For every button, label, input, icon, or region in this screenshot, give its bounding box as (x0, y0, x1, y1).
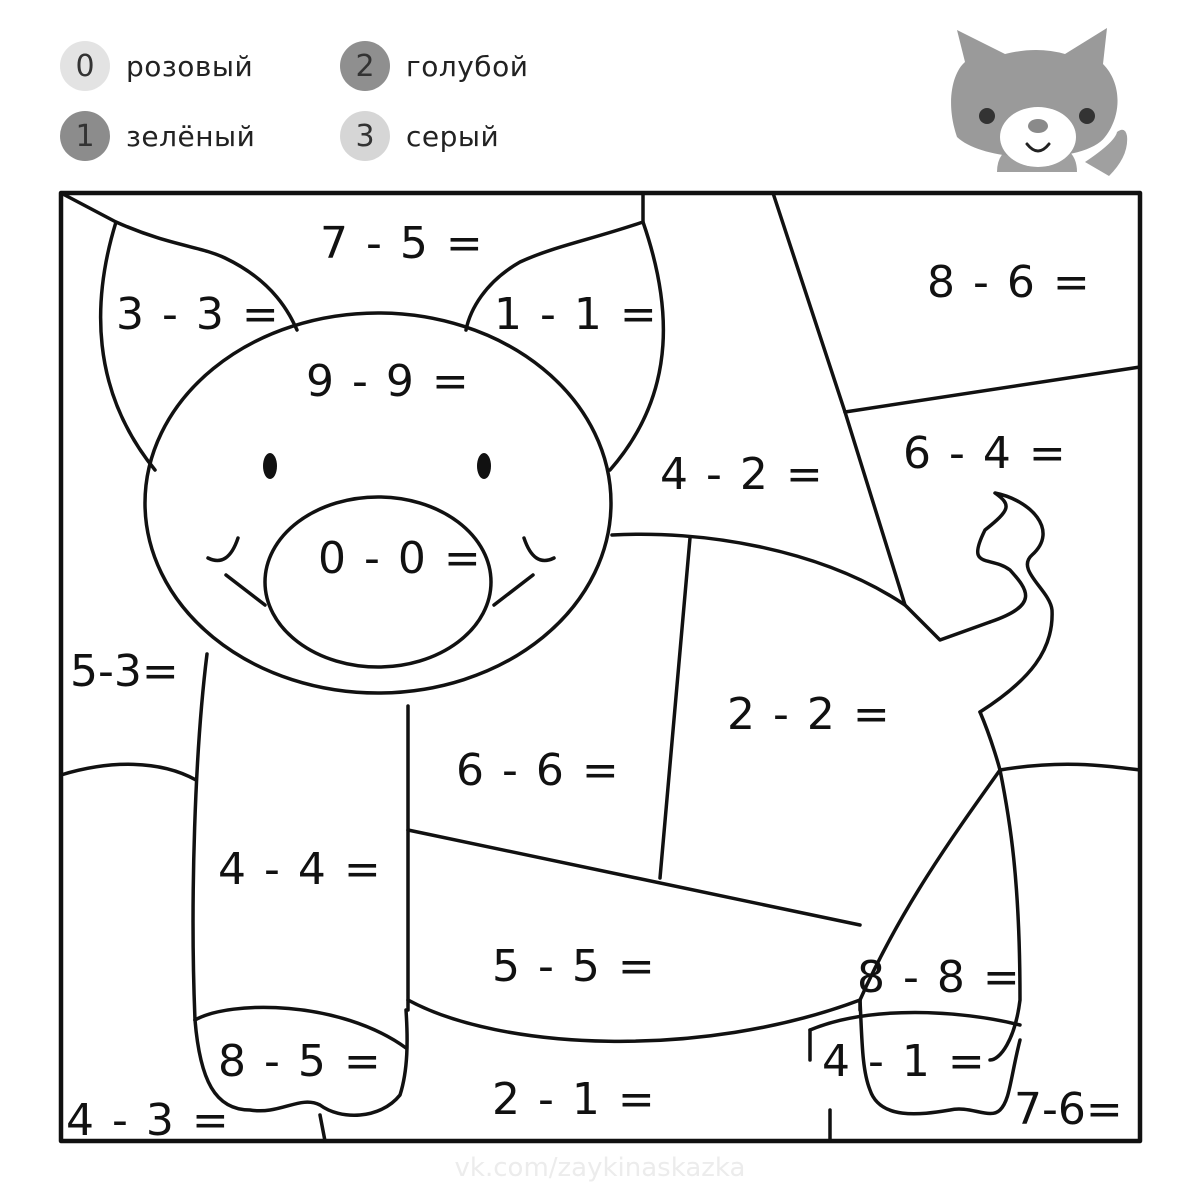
legend-label-2: голубой (406, 49, 529, 83)
equation-snout: 0 - 0 = (318, 533, 483, 584)
equation-back-hoof: 4 - 1 = (822, 1036, 987, 1087)
legend-badge-0: 0 (60, 41, 110, 91)
equation-back-leg: 8 - 8 = (857, 952, 1022, 1003)
equation-neck-right: 4 - 2 = (660, 449, 825, 500)
legend-label-1: зелёный (126, 119, 256, 153)
equation-ear-left: 3 - 3 = (116, 289, 281, 340)
equation-left-side: 5-3= (70, 646, 179, 697)
equation-ground-right: 7-6= (1014, 1084, 1123, 1135)
left-eye (263, 453, 277, 479)
equation-head: 9 - 9 = (306, 356, 471, 407)
equation-front-leg: 4 - 4 = (218, 844, 383, 895)
legend-badge-1: 1 (60, 111, 110, 161)
equation-top-right: 8 - 6 = (927, 257, 1092, 308)
equation-back: 2 - 2 = (727, 689, 892, 740)
legend-label-0: розовый (126, 49, 254, 83)
equation-ear-right: 1 - 1 = (494, 289, 659, 340)
legend-badge-3: 3 (340, 111, 390, 161)
legend-label-3: серый (406, 119, 500, 153)
watermark-text: vk.com/zaykinaskazka (454, 1153, 746, 1183)
right-eye (477, 453, 491, 479)
equation-right-mid: 6 - 4 = (903, 428, 1068, 479)
equation-belly-lower: 5 - 5 = (492, 941, 657, 992)
equation-belly-upper: 6 - 6 = (456, 745, 621, 796)
equation-top-middle: 7 - 5 = (320, 218, 485, 269)
equation-ground-left: 4 - 3 = (66, 1095, 231, 1146)
equation-front-hoof: 8 - 5 = (218, 1036, 383, 1087)
legend-badge-2: 2 (340, 41, 390, 91)
equation-ground-middle: 2 - 1 = (492, 1074, 657, 1125)
